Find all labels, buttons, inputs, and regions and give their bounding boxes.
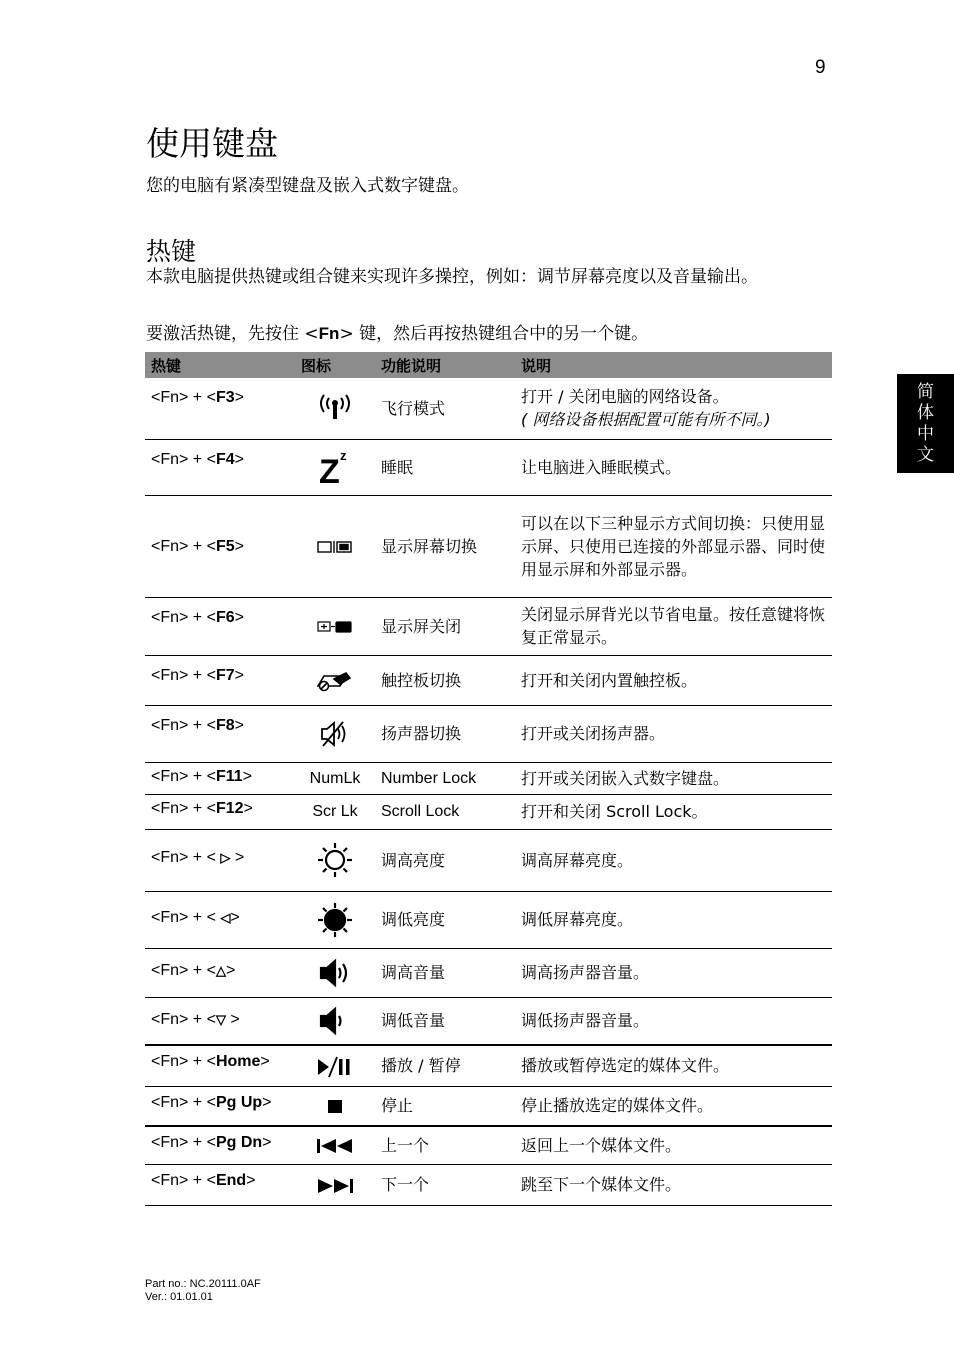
key-name: Pg Up [215, 1093, 263, 1111]
hotkey-cell [145, 495, 295, 597]
key-name: F12 [215, 799, 244, 817]
table-row [145, 997, 832, 1045]
key-prefix: <Fn> + < [151, 389, 216, 406]
key-prefix: <Fn> + < [151, 1010, 216, 1028]
play-pause-icon [317, 1056, 353, 1078]
description-cell: 打开或关闭嵌入式数字键盘。 [515, 762, 832, 794]
key-suffix: > [234, 389, 244, 406]
table-row [145, 1086, 832, 1126]
icon-cell [295, 378, 375, 439]
sleep-icon [318, 448, 352, 486]
description-cell: 调高屏幕亮度。 [515, 829, 832, 891]
function-cell: 调高音量 [375, 948, 515, 997]
function-cell: 睡眠 [375, 439, 515, 495]
table-row [145, 891, 832, 948]
icon-cell [295, 891, 375, 948]
key-prefix: <Fn> + < [151, 1134, 216, 1151]
previous-icon [316, 1137, 354, 1155]
table-row [145, 829, 832, 891]
hotkey-cell [145, 1086, 295, 1126]
hotkey-table [145, 352, 832, 1206]
numlock-label: NumLk [295, 762, 375, 794]
hotkey-cell [145, 997, 295, 1045]
key-suffix: > [230, 908, 240, 926]
document-footer [145, 1278, 261, 1304]
key-name: F11 [215, 767, 243, 785]
display-off-icon [317, 620, 353, 634]
language-tab-char: 中 [917, 423, 934, 444]
function-cell: Scroll Lock [375, 794, 515, 829]
icon-cell [295, 1086, 375, 1126]
key-name: F7 [215, 666, 235, 684]
function-cell: 上一个 [375, 1126, 515, 1164]
icon-cell [295, 1164, 375, 1205]
language-tab-char: 简 [917, 381, 934, 402]
key-suffix: > [230, 848, 245, 866]
function-cell: 停止 [375, 1086, 515, 1126]
key-suffix: > [234, 716, 244, 734]
intro-text: 您的电脑有紧凑型键盘及嵌入式数字键盘。 [146, 176, 469, 196]
description-cell: 停止播放选定的媒体文件。 [515, 1086, 832, 1126]
key-suffix: > [260, 1053, 270, 1070]
key-prefix: <Fn> + < [151, 716, 216, 734]
hotkey-cell [145, 439, 295, 495]
key-suffix: > [234, 666, 244, 684]
function-cell: 调低音量 [375, 997, 515, 1045]
scrolllock-label: Scr Lk [295, 794, 375, 829]
description-cell: 调低扬声器音量。 [515, 997, 832, 1045]
language-tab-char: 文 [917, 444, 934, 465]
key-suffix: > [262, 1134, 272, 1151]
hotkey-cell [145, 705, 295, 762]
key-prefix: <Fn> + < [151, 1053, 216, 1070]
key-prefix: <Fn> + < [151, 799, 216, 817]
header-function: 功能说明 [375, 352, 515, 378]
function-cell: 调低亮度 [375, 891, 515, 948]
table-row [145, 948, 832, 997]
description-cell: 打开或关闭扬声器。 [515, 705, 832, 762]
header-description: 说明 [515, 352, 832, 378]
icon-cell [295, 1126, 375, 1164]
key-prefix: <Fn> + < [151, 1171, 216, 1189]
key-name: F3 [215, 389, 235, 406]
icon-cell [295, 1045, 375, 1086]
hotkey-cell [145, 794, 295, 829]
function-cell: 下一个 [375, 1164, 515, 1205]
description-cell [515, 378, 832, 439]
description-cell: 关闭显示屏背光以节省电量。按任意键将恢复正常显示。 [515, 597, 832, 655]
icon-cell [295, 655, 375, 705]
hotkey-cell [145, 1045, 295, 1086]
key-name: End [215, 1171, 247, 1189]
key-prefix: <Fn> + < [151, 666, 216, 684]
description-note: ( 网络设备根据配置可能有所不同。) [521, 410, 771, 430]
key-name: ▷ [220, 849, 231, 865]
function-cell: 显示屏关闭 [375, 597, 515, 655]
key-suffix: > [246, 1171, 256, 1189]
instruction-before: 要激活热键，先按住 < [146, 324, 319, 344]
icon-cell [295, 829, 375, 891]
volume-up-icon [318, 958, 352, 988]
function-cell: 触控板切换 [375, 655, 515, 705]
hotkey-cell [145, 891, 295, 948]
svg-text:z: z [340, 448, 347, 463]
volume-down-icon [318, 1006, 352, 1036]
hotkey-cell [145, 1164, 295, 1205]
key-name: Home [215, 1053, 261, 1070]
icon-cell [295, 948, 375, 997]
key-suffix: > [243, 799, 253, 817]
key-suffix: > [262, 1093, 272, 1111]
function-cell: 飞行模式 [375, 378, 515, 439]
description-cell: 播放或暂停选定的媒体文件。 [515, 1045, 832, 1086]
table-row [145, 762, 832, 794]
hotkey-cell [145, 378, 295, 439]
key-prefix: <Fn> + < [151, 450, 216, 468]
key-suffix: > [225, 1010, 240, 1028]
instruction-key: Fn [318, 324, 340, 343]
stop-icon [327, 1099, 343, 1115]
icon-cell [295, 597, 375, 655]
brightness-down-icon [316, 901, 354, 939]
speaker-toggle-icon [319, 720, 351, 748]
description-cell: 返回上一个媒体文件。 [515, 1126, 832, 1164]
table-header-row [145, 352, 832, 378]
key-name: F6 [215, 608, 235, 626]
language-tab-char: 体 [917, 402, 934, 423]
header-hotkey: 热键 [145, 352, 295, 378]
header-icon: 图标 [295, 352, 375, 378]
key-prefix: <Fn> + < [151, 537, 216, 555]
icon-cell [295, 495, 375, 597]
key-suffix: > [242, 767, 252, 785]
key-name: F4 [215, 450, 235, 468]
table-row [145, 655, 832, 705]
description-cell: 让电脑进入睡眠模式。 [515, 439, 832, 495]
function-cell: 显示屏幕切换 [375, 495, 515, 597]
table-row [145, 495, 832, 597]
table-row [145, 1164, 832, 1205]
key-name: Pg Dn [215, 1134, 263, 1151]
table-row [145, 1045, 832, 1086]
key-name: ◁ [220, 909, 231, 925]
key-prefix: <Fn> + < [151, 848, 221, 866]
key-name: ▽ [215, 1011, 226, 1027]
hotkey-cell [145, 597, 295, 655]
table-row [145, 597, 832, 655]
key-prefix: <Fn> + < [151, 1093, 216, 1111]
function-cell: Number Lock [375, 762, 515, 794]
version-number: Ver.: 01.01.01 [145, 1291, 213, 1303]
table-row [145, 705, 832, 762]
key-name: △ [215, 962, 226, 978]
key-prefix: <Fn> + < [151, 908, 221, 926]
table-row [145, 1126, 832, 1164]
svg-text:Z: Z [319, 453, 340, 486]
table-row [145, 794, 832, 829]
next-icon [316, 1177, 354, 1195]
part-number: Part no.: NC.20111.0AF [145, 1278, 261, 1290]
language-tab [897, 374, 954, 473]
key-prefix: <Fn> + < [151, 961, 216, 979]
icon-cell [295, 439, 375, 495]
table-row [145, 378, 832, 439]
key-name: F5 [215, 537, 235, 555]
description-cell: 打开和关闭 Scroll Lock。 [515, 794, 832, 829]
description-text: 打开 / 关闭电脑的网络设备。 [521, 387, 729, 407]
description-cell: 调高扬声器音量。 [515, 948, 832, 997]
icon-cell [295, 997, 375, 1045]
hotkey-cell [145, 829, 295, 891]
function-cell: 播放 / 暂停 [375, 1045, 515, 1086]
key-suffix: > [225, 961, 236, 979]
key-prefix: <Fn> + < [151, 608, 216, 626]
display-toggle-icon [317, 540, 353, 554]
key-name: F8 [215, 716, 235, 734]
description-cell: 可以在以下三种显示方式间切换：只使用显示屏、只使用已连接的外部显示器、同时使用显示屏和外部显示器。 [515, 495, 832, 597]
icon-cell [295, 705, 375, 762]
hotkey-cell [145, 1126, 295, 1164]
page-title: 使用键盘 [146, 124, 278, 163]
hotkey-cell [145, 655, 295, 705]
table-row [145, 439, 832, 495]
hotkey-cell [145, 762, 295, 794]
instruction-after: > 键，然后再按热键组合中的另一个键。 [339, 324, 649, 344]
brightness-up-icon [316, 841, 354, 879]
key-suffix: > [234, 450, 244, 468]
description-cell: 跳至下一个媒体文件。 [515, 1164, 832, 1205]
description-cell: 打开和关闭内置触控板。 [515, 655, 832, 705]
hotkey-instruction [146, 319, 648, 344]
page-number: 9 [815, 57, 826, 78]
key-suffix: > [234, 608, 244, 626]
function-cell: 扬声器切换 [375, 705, 515, 762]
function-cell: 调高亮度 [375, 829, 515, 891]
key-prefix: <Fn> + < [151, 767, 216, 785]
wireless-icon [316, 393, 354, 423]
section-title: 热键 [146, 237, 197, 266]
hotkey-cell [145, 948, 295, 997]
touchpad-toggle-icon [316, 670, 354, 692]
description-cell: 调低屏幕亮度。 [515, 891, 832, 948]
hotkey-description: 本款电脑提供热键或组合键来实现许多操控，例如：调节屏幕亮度以及音量输出。 [146, 267, 758, 287]
key-suffix: > [234, 537, 244, 555]
